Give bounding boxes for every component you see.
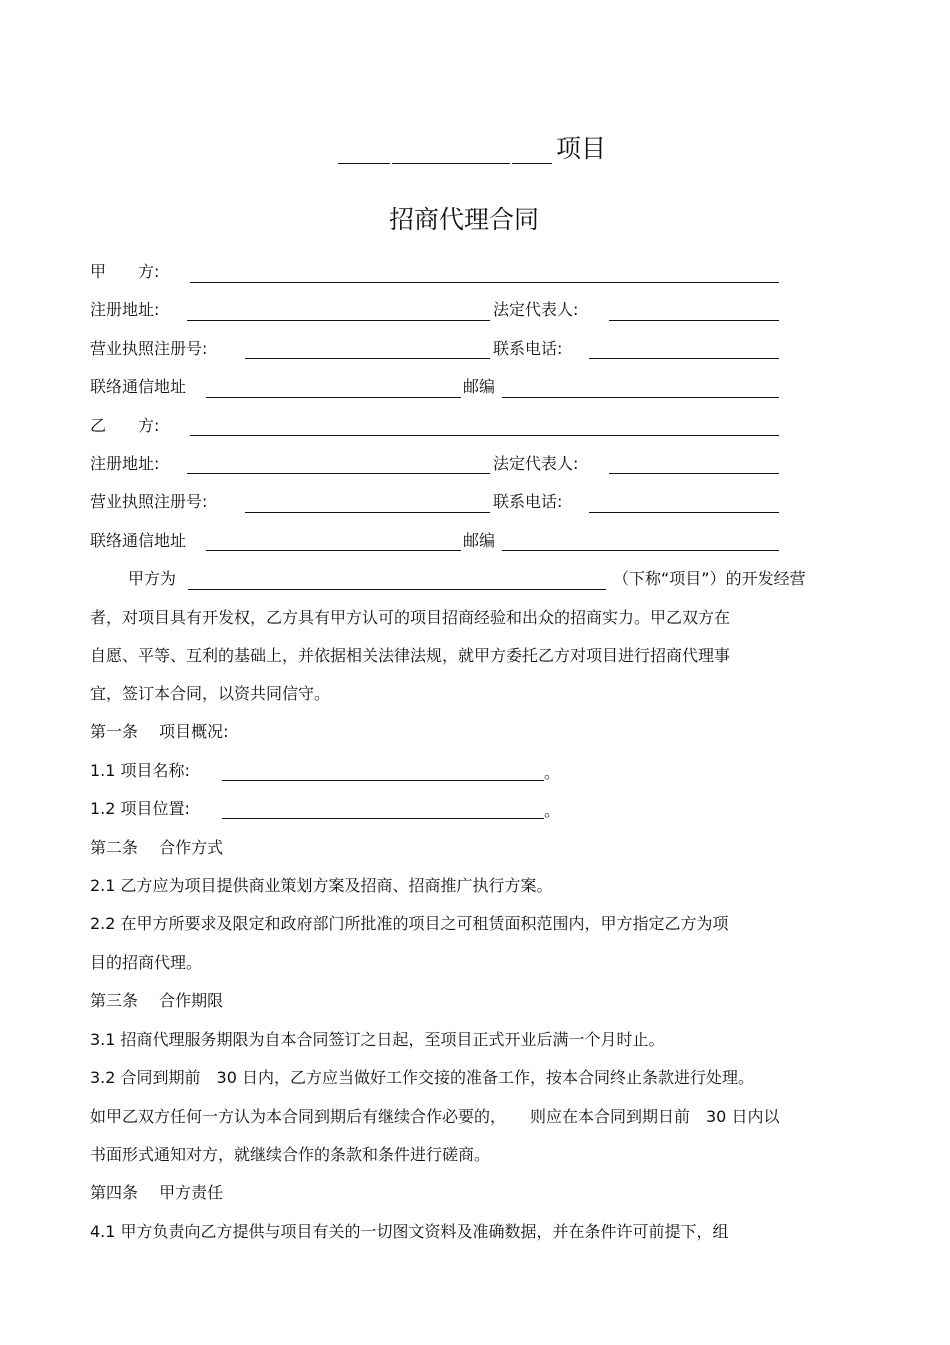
party-a-phone-label: 联系电话: bbox=[493, 339, 563, 358]
article2-heading: 第二条 合作方式 bbox=[90, 838, 224, 857]
party-a-address-field[interactable] bbox=[187, 320, 490, 321]
project-location-field[interactable] bbox=[222, 818, 544, 819]
party-a-zip-label: 邮编 bbox=[463, 377, 496, 396]
article1-heading: 第一条 项目概况: bbox=[90, 722, 229, 741]
project-name-field[interactable] bbox=[222, 780, 544, 781]
party-b-license-label: 营业执照注册号: bbox=[90, 492, 208, 511]
party-a-zip-field[interactable] bbox=[502, 397, 779, 398]
intro-project-field-b[interactable] bbox=[305, 589, 503, 590]
party-a-mail-label: 联络通信地址 bbox=[90, 377, 187, 396]
article2-item1: 2.1 乙方应为项目提供商业策划方案及招商、招商推广执行方案。 bbox=[90, 876, 553, 895]
article1-item2-end: 。 bbox=[544, 801, 561, 820]
party-b-phone-field[interactable] bbox=[589, 512, 779, 513]
article1-item1-label: 1.1 项目名称: bbox=[90, 761, 190, 780]
party-b-rep-field[interactable] bbox=[609, 473, 779, 474]
intro-line1-suffix: （下称“项目”）的开发经营 bbox=[613, 569, 806, 588]
party-a-rep-label: 法定代表人: bbox=[493, 300, 579, 319]
contract-subtitle: 招商代理合同 bbox=[389, 205, 540, 234]
intro-line2: 者，对项目具有开发权，乙方具有甲方认可的项目招商经验和出众的招商实力。甲乙双方在 bbox=[90, 608, 731, 627]
article3-item3-line1: 如甲乙双方任何一方认为本合同到期后有继续合作必要的， 则应在本合同到期日前 30 日内以 bbox=[90, 1107, 780, 1126]
article3-item1: 3.1 招商代理服务期限为自本合同签订之日起，至项目正式开业后满一个月时止。 bbox=[90, 1030, 665, 1049]
article4-heading: 第四条 甲方责任 bbox=[90, 1183, 224, 1202]
party-b-mail-label: 联络通信地址 bbox=[90, 531, 187, 550]
intro-project-field-a[interactable] bbox=[188, 589, 305, 590]
article2-item2-line1: 2.2 在甲方所要求及限定和政府部门所批准的项目之可租赁面积范围内，甲方指定乙方为项 bbox=[90, 914, 729, 933]
article2-item2-line2: 目的招商代理。 bbox=[90, 953, 203, 972]
article1-item2-label: 1.2 项目位置: bbox=[90, 799, 190, 818]
article3-item3-line2: 书面形式通知对方，就继续合作的条款和条件进行磋商。 bbox=[90, 1145, 491, 1164]
party-b-license-field[interactable] bbox=[245, 512, 490, 513]
page-title: 项目 bbox=[556, 134, 607, 163]
party-a-phone-field[interactable] bbox=[589, 358, 779, 359]
article3-heading: 第三条 合作期限 bbox=[90, 991, 224, 1010]
party-b-zip-label: 邮编 bbox=[463, 531, 496, 550]
project-name-blank-a bbox=[338, 163, 390, 164]
party-a-label: 甲 方: bbox=[90, 262, 160, 281]
party-a-mail-field[interactable] bbox=[206, 397, 461, 398]
intro-line1-prefix: 甲方为 bbox=[128, 569, 177, 588]
party-b-zip-field[interactable] bbox=[502, 550, 779, 551]
article1-item1-end: 。 bbox=[544, 763, 561, 782]
party-a-license-label: 营业执照注册号: bbox=[90, 339, 208, 358]
article3-item2: 3.2 合同到期前 30 日内，乙方应当做好工作交接的准备工作，按本合同终止条款进行处理。 bbox=[90, 1068, 754, 1087]
party-b-label: 乙 方: bbox=[90, 416, 160, 435]
party-b-rep-label: 法定代表人: bbox=[493, 454, 579, 473]
party-b-address-label: 注册地址: bbox=[90, 454, 160, 473]
intro-line3: 自愿、平等、互利的基础上，并依据相关法律法规，就甲方委托乙方对项目进行招商代理事 bbox=[90, 646, 731, 665]
party-a-rep-field[interactable] bbox=[609, 320, 779, 321]
party-b-phone-label: 联系电话: bbox=[493, 492, 563, 511]
party-a-address-label: 注册地址: bbox=[90, 300, 160, 319]
party-b-mail-field[interactable] bbox=[206, 550, 461, 551]
party-b-address-field[interactable] bbox=[187, 473, 490, 474]
party-a-name-field[interactable] bbox=[190, 282, 779, 283]
intro-line4: 宜，签订本合同，以资共同信守。 bbox=[90, 684, 331, 703]
intro-project-field-c[interactable] bbox=[503, 589, 606, 590]
project-name-blank-b bbox=[392, 163, 510, 164]
project-name-blank-c bbox=[512, 163, 552, 164]
party-b-name-field[interactable] bbox=[190, 435, 779, 436]
article4-item1: 4.1 甲方负责向乙方提供与项目有关的一切图文资料及准确数据，并在条件许可前提下，组 bbox=[90, 1222, 729, 1241]
party-a-license-field[interactable] bbox=[245, 358, 490, 359]
